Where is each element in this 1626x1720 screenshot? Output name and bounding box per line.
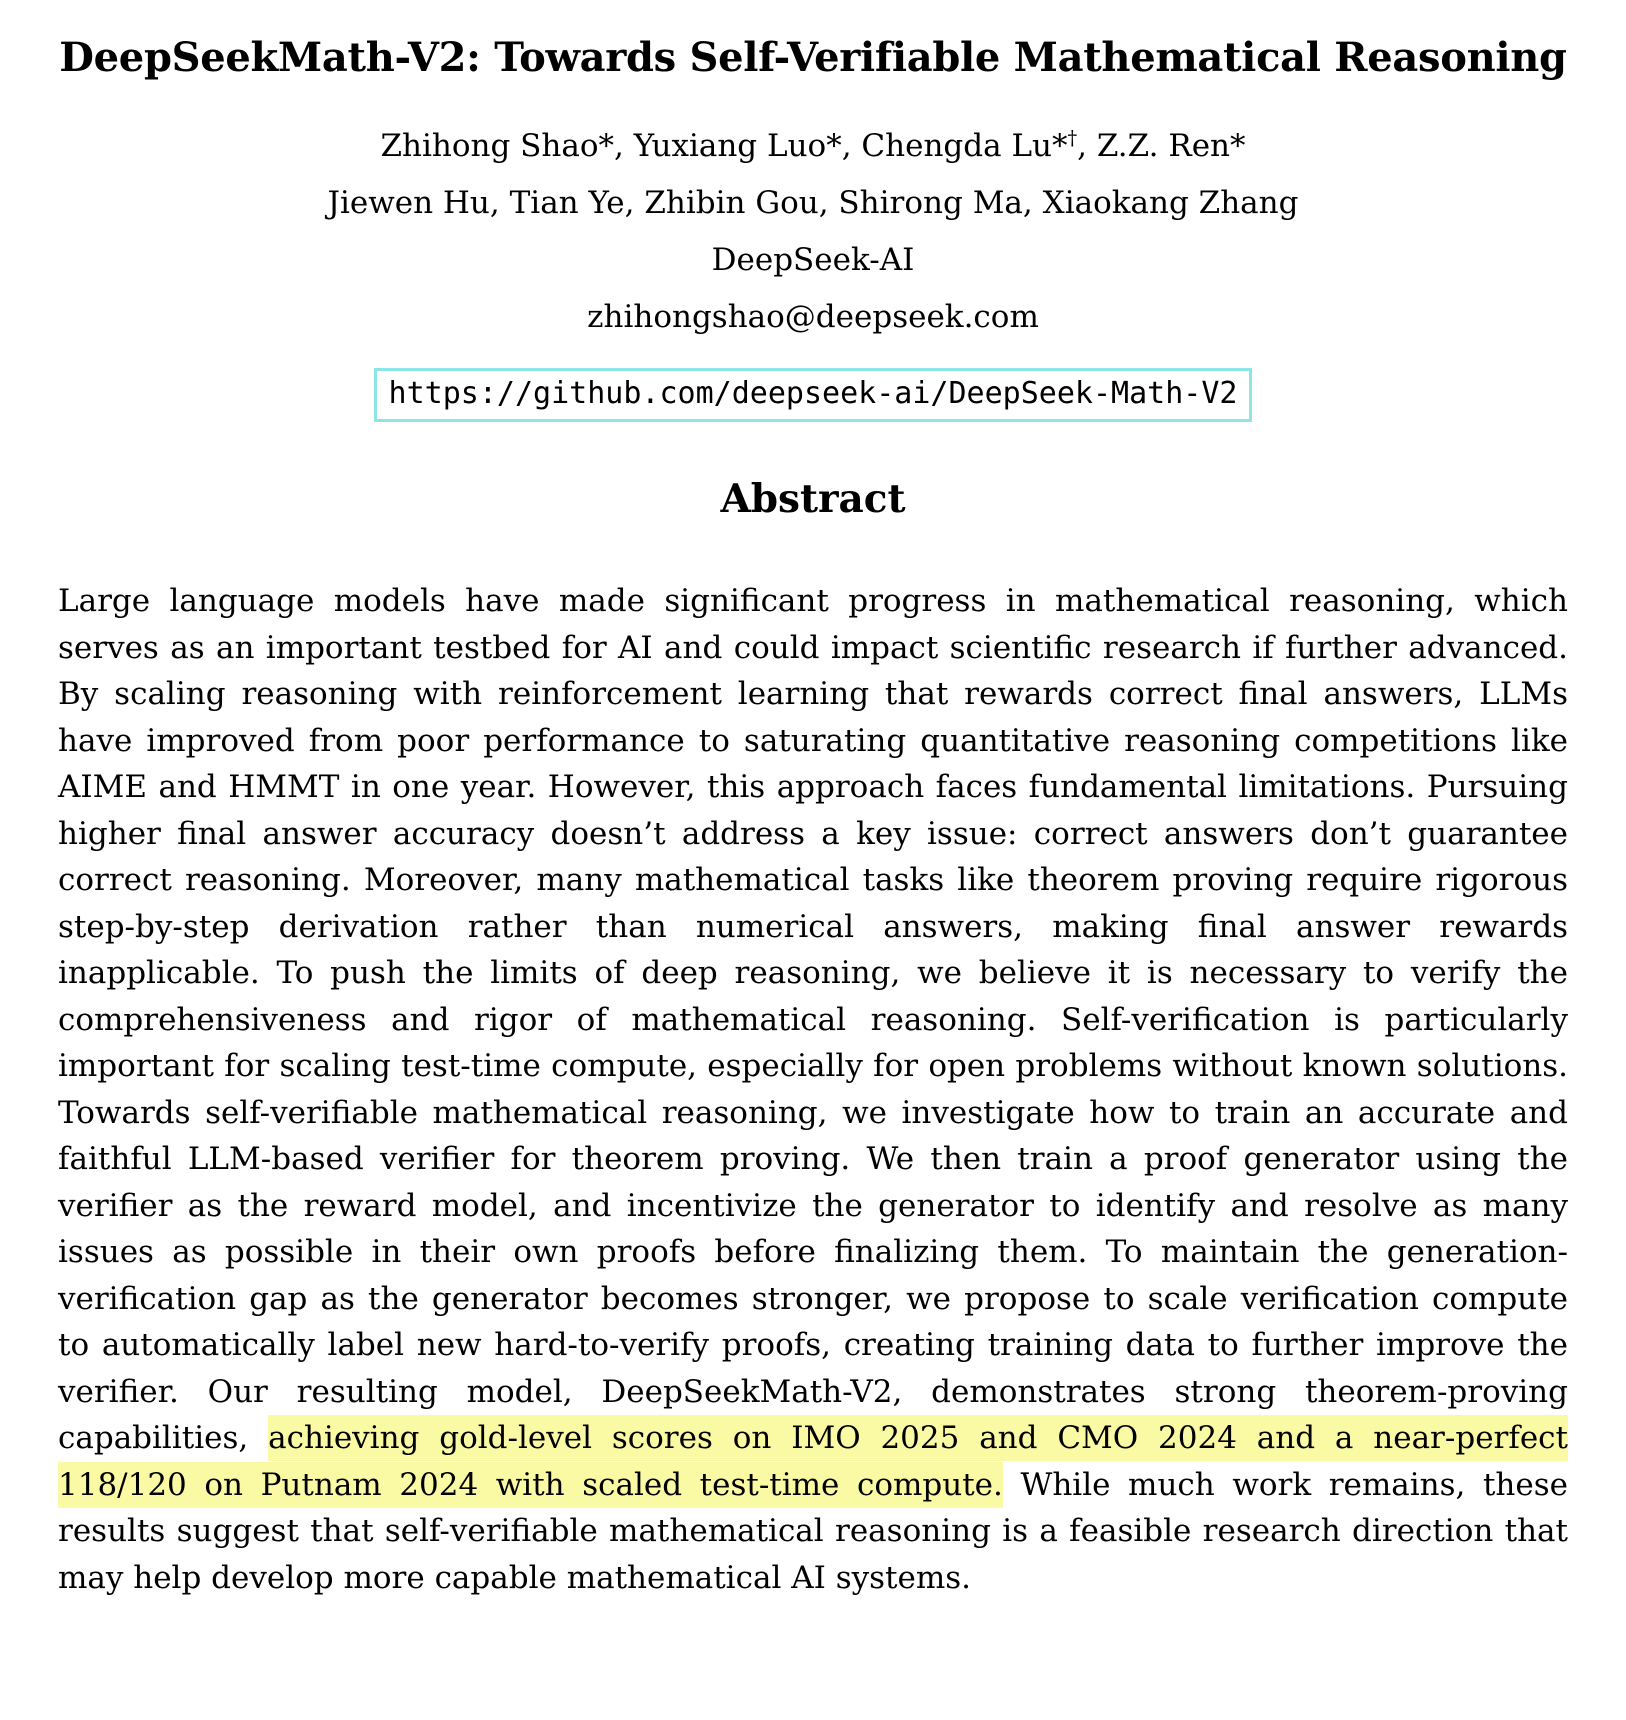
author-line-1 <box>58 126 1568 164</box>
github-repo-link[interactable]: https://github.com/deepseek-ai/DeepSeek-Math-V2 <box>374 368 1253 422</box>
author-line-1-text: Zhihong Shao*, Yuxiang Luo*, Chengda Lu* <box>380 128 1068 164</box>
affiliation: DeepSeek-AI <box>711 242 915 278</box>
author-line-2: Jiewen Hu, Tian Ye, Zhibin Gou, Shirong Ma, Xiaokang Zhang <box>327 185 1299 221</box>
contact-email: zhihongshao@deepseek.com <box>587 299 1039 335</box>
abstract-highlighted-result: achieving gold-level scores on IMO 2025 and CMO 2024 and a near-perfect 118/120 on Putnam 2024 with scaled test-time compute. <box>58 1415 1568 1508</box>
author-block <box>58 126 1568 422</box>
abstract-text-before-highlight: Large language models have made significant progress in mathematical reasoning, which serves as an important testbed for AI and could impact scientific research if further advanced. By scaling reasoning with reinforcement learning that rewards correct final answers, LLMs have improved from poor performance to saturating quantitative reasoning competitions like AIME and HMMT in one year. However, this approach faces fundamental limitations. Pursuing higher final answer accuracy doesn’t address a key issue: correct answers don’t guarantee correct reasoning. Moreover, many mathematical tasks like theorem proving require rigorous step-by-step derivation rather than numerical answers, making final answer rewards inapplicable. To push the limits of deep reasoning, we believe it is necessary to verify the comprehensiveness and rigor of mathematical reasoning. Self-verification is particularly important for scaling test-time compute, especially for open problems without known solutions. Towards self-verifiable mathematical reasoning, we investigate how to train an accurate and faithful LLM-based verifier for theorem proving. We then train a proof generator using the verifier as the reward model, and incentivize the generator to identify and resolve as many issues as possible in their own proofs before finalizing them. To maintain the generation-verification gap as the generator becomes stronger, we propose to scale verification compute to automatically label new hard-to-verify proofs, creating training data to further improve the verifier. Our resulting model, DeepSeekMath-V2, demonstrates strong theorem-proving capabilities, <box>58 583 1568 1456</box>
dagger-footnote-marker: † <box>1067 126 1078 150</box>
paper-title: DeepSeekMath-V2: Towards Self-Verifiable Mathematical Reasoning <box>59 34 1567 81</box>
abstract-text-after-highlight: While much work remains, these results suggest that self-verifiable mathematical reasoning is a feasible research direction that may help develop more capable mathematical AI systems. <box>58 1466 1569 1596</box>
abstract-heading: Abstract <box>720 476 906 522</box>
abstract-text <box>58 578 1568 1601</box>
author-line-1-tail: , Z.Z. Ren* <box>1077 128 1246 164</box>
repo-url-row <box>58 368 1568 422</box>
